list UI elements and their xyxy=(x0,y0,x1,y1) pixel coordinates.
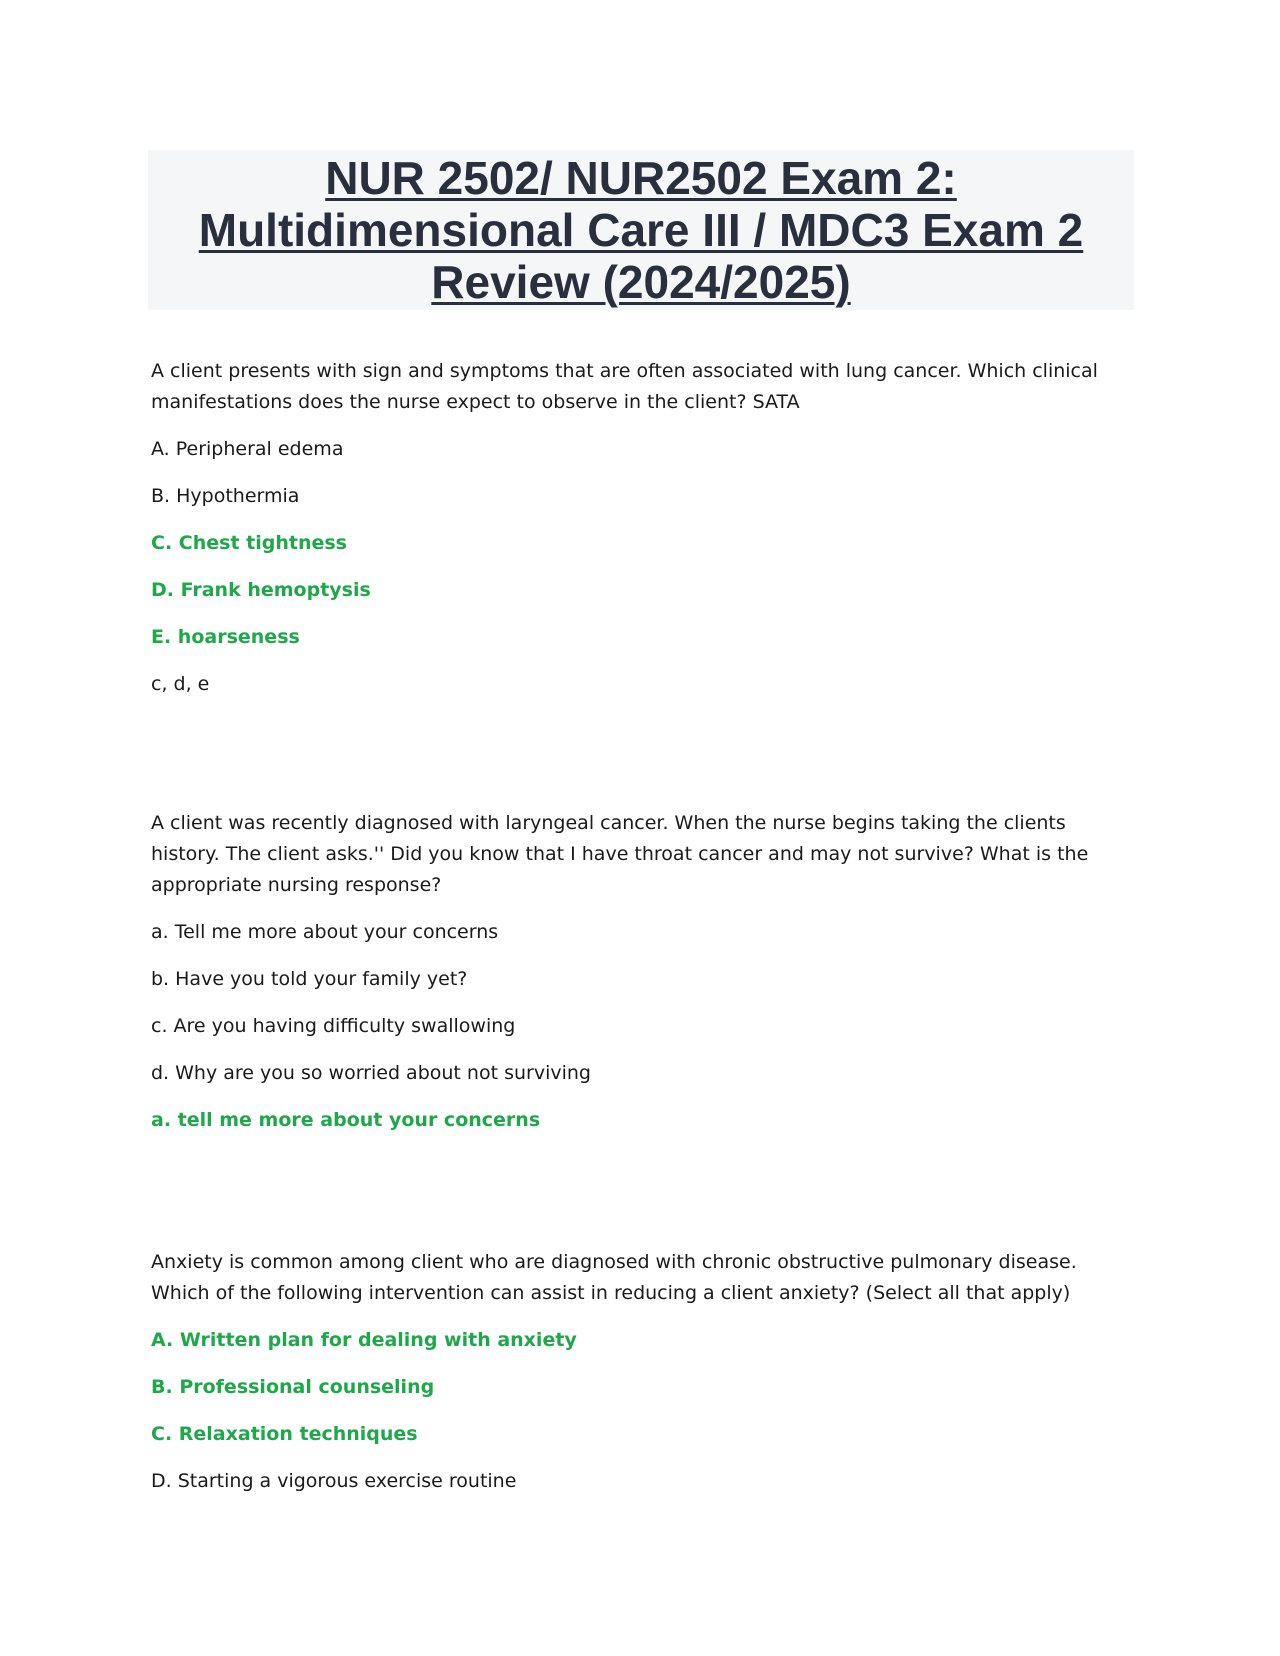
title-line-2: Multidimensional Care III / MDC3 Exam 2 xyxy=(198,204,1084,256)
title-line-1: NUR 2502/ NUR2502 Exam 2: xyxy=(325,152,957,204)
question-2-option-a: a. Tell me more about your concerns xyxy=(151,921,499,943)
question-2-option-c: c. Are you having difficulty swallowing xyxy=(151,1015,516,1037)
question-3 xyxy=(151,1247,1131,1513)
question-1-option-a: A. Peripheral edema xyxy=(151,438,344,460)
question-3-option-d: D. Starting a vigorous exercise routine xyxy=(151,1470,517,1492)
question-2-text: A client was recently diagnosed with laryngeal cancer. When the nurse begins taking the clients history. The client asks.'' Did you know that I have throat cancer and may not survive? What is the appropriate nursing response? xyxy=(151,812,1089,896)
question-2-option-d: d. Why are you so worried about not surviving xyxy=(151,1062,591,1084)
question-1-text: A client presents with sign and symptoms that are often associated with lung cancer. Which clinical manifestations does the nurse expect to observe in the client? SATA xyxy=(151,360,1098,413)
question-2-answer: a. tell me more about your concerns xyxy=(151,1109,541,1131)
document-title xyxy=(148,150,1134,310)
question-3-option-b-correct: B. Professional counseling xyxy=(151,1376,435,1398)
question-1-option-b: B. Hypothermia xyxy=(151,485,300,507)
question-3-text: Anxiety is common among client who are diagnosed with chronic obstructive pulmonary disease. Which of the following intervention can assist in reducing a client anxiety? (Select all that apply) xyxy=(151,1251,1077,1304)
question-3-option-c-correct: C. Relaxation techniques xyxy=(151,1423,418,1445)
question-1 xyxy=(151,356,1131,700)
question-1-option-d-correct: D. Frank hemoptysis xyxy=(151,579,371,601)
question-3-option-a-correct: A. Written plan for dealing with anxiety xyxy=(151,1329,577,1351)
question-2 xyxy=(151,808,1131,1136)
question-1-answer: c, d, e xyxy=(151,673,210,695)
question-1-option-c-correct: C. Chest tightness xyxy=(151,532,347,554)
question-1-option-e-correct: E. hoarseness xyxy=(151,626,300,648)
question-2-option-b: b. Have you told your family yet? xyxy=(151,968,468,990)
title-line-3: Review (2024/2025) xyxy=(431,256,851,308)
